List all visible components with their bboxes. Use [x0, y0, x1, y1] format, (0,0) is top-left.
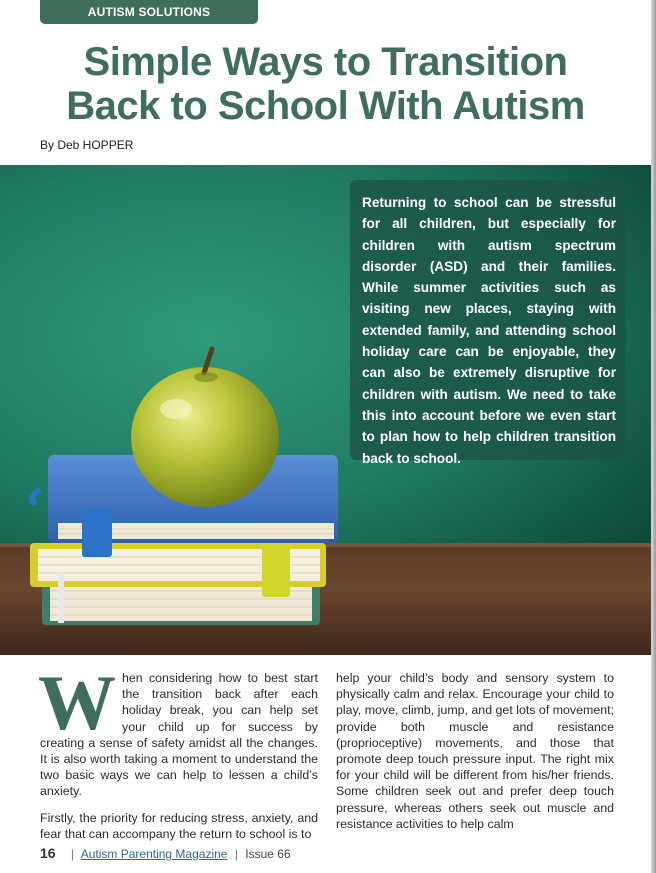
page-edge [651, 0, 656, 873]
body-paragraph: Firstly, the priority for reducing stress, anxiety, and fear that can accompany the return to school is to [40, 810, 318, 841]
page-number: 16 [40, 845, 56, 861]
body-column-right [336, 670, 614, 842]
magazine-link[interactable]: Autism Parenting Magazine [80, 847, 228, 861]
footer-separator: | [70, 847, 75, 861]
article-title [0, 40, 651, 128]
page-footer [40, 845, 291, 861]
body-paragraph [38, 659, 318, 800]
intro-text: Returning to school can be stressful for all children, but especially for children with autism spectrum disorder (ASD) and their families. While summer activities such as visiting new places, staying with extended family, and attending school holiday care can be enjoyable, they can also be extremely disruptive for children with autism. We need to take this into account before we even start to plan how to help children transition back to school. [362, 195, 616, 466]
article-title-line-2: Back to School With Autism [66, 84, 585, 128]
body-paragraph: help your child’s body and sensory system to physically calm and relax. Encourage your child to play, move, climb, jump, and get lots of movement; provide both muscle and resistance (proprioceptive) movements, and those that promote deep touch pressure input. The right mix for your child will be different from his/her friends. Some children seek out and prefer deep touch pressure, whereas others seek out muscle and resistance activities to help calm [336, 671, 614, 831]
body-column-left [38, 659, 318, 852]
byline: By Deb HOPPER [40, 138, 134, 152]
section-tag: AUTISM SOLUTIONS [40, 0, 258, 24]
footer-separator: | [234, 847, 238, 861]
article-title-line-1: Simple Ways to Transition [83, 40, 568, 84]
body-text: hen considering how to best start the transition back after each holiday break, you can help set your child up for success by creating a sense of safety amidst all the changes. It is also worth taking a moment to understand the two basic ways we can help to lessen a child’s anxiety. [40, 671, 318, 799]
drop-cap: W [38, 659, 116, 746]
intro-callout [350, 180, 626, 466]
issue-label: Issue 66 [245, 847, 291, 861]
